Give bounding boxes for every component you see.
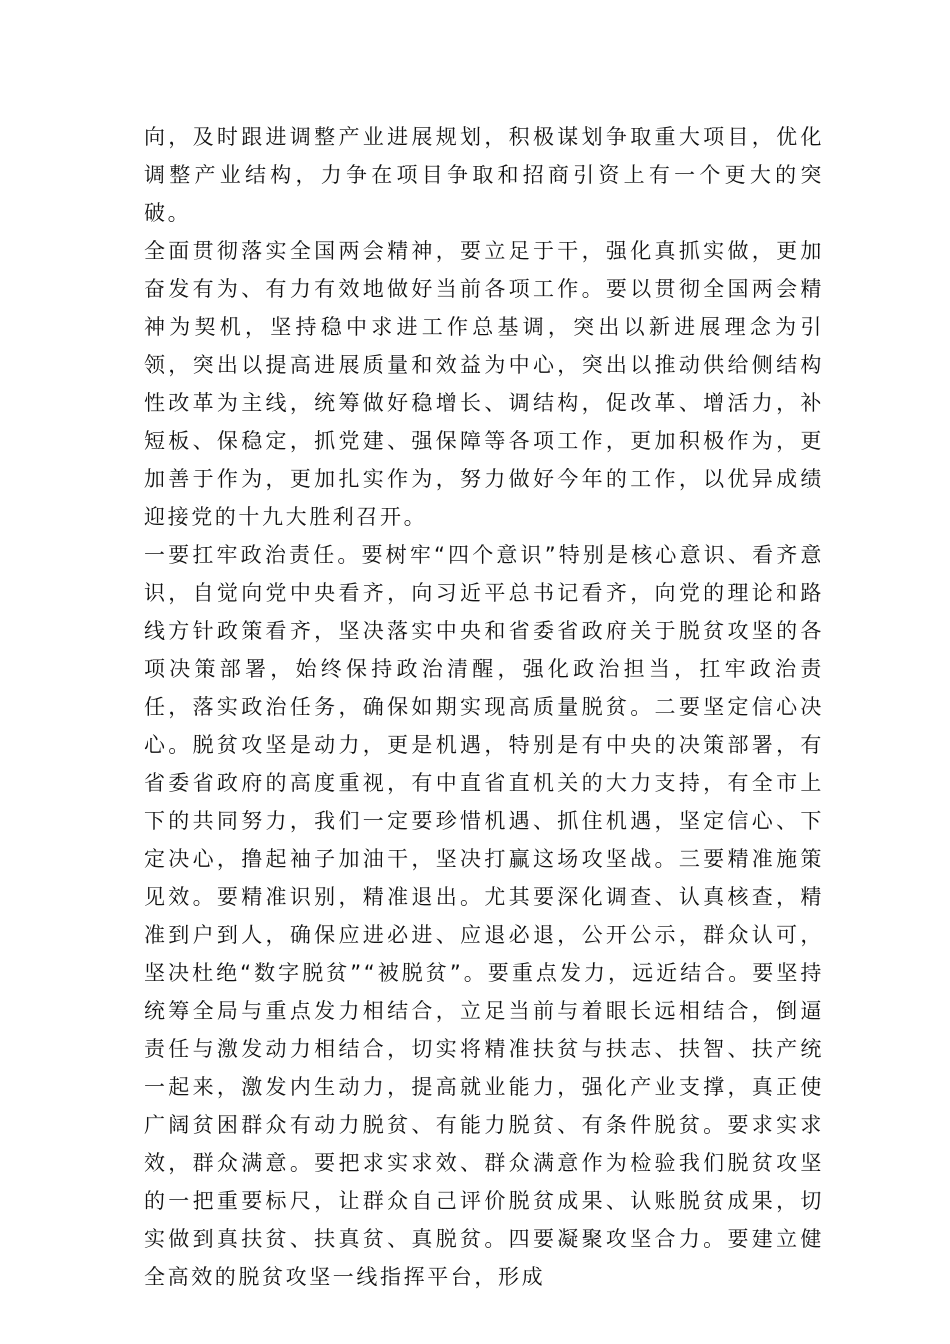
paragraph-continuation: 向，及时跟进调整产业进展规划，积极谋划争取重大项目，优化调整产业结构，力争在项目争取和招商引资上有一个更大的突破。 [144,125,824,225]
body-text [144,118,824,1296]
paragraph-two-sessions-spirit: 全面贯彻落实全国两会精神，要立足于干，强化真抓实做，更加奋发有为、有力有效地做好当前各项工作。要以贯彻全国两会精神为契机，坚持稳中求进工作总基调，突出以新进展理念为引领，突出以提高进展质量和效益为中心，突出以推动供给侧结构性改革为主线，统筹做好稳增长、调结构，促改革、增活力，补短板、保稳定，抓党建、强保障等各项工作，更加积极作为，更加善于作为，更加扎实作为，努力做好今年的工作，以优异成绩迎接党的十九大胜利召开。 [144,239,824,529]
paragraph-poverty-alleviation: 一要扛牢政治责任。要树牢“四个意识”特别是核心意识、看齐意识，自觉向党中央看齐，向习近平总书记看齐，向党的理论和路线方针政策看齐，坚决落实中央和省委省政府关于脱贫攻坚的各项决策部署，始终保持政治清醒，强化政治担当，扛牢政治责任，落实政治任务，确保如期实现高质量脱贫。二要坚定信心决心。脱贫攻坚是动力，更是机遇，特别是有中央的决策部署，有省委省政府的高度重视，有中直省直机关的大力支持，有全市上下的共同努力，我们一定要珍惜机遇、抓住机遇，坚定信心、下定决心，撸起袖子加油干，坚决打赢这场攻坚战。三要精准施策见效。要精准识别，精准退出。尤其要深化调查、认真核查，精准到户到人，确保应进必进、应退必退，公开公示，群众认可，坚决杜绝“数字脱贫”“被脱贫”。要重点发力，远近结合。要坚持统筹全局与重点发力相结合，立足当前与着眼长远相结合，倒逼责任与激发动力相结合，切实将精准扶贫与扶志、扶智、扶产统一起来，激发内生动力，提高就业能力，强化产业支撑，真正使广阔贫困群众有动力脱贫、有能力脱贫、有条件脱贫。要求实求效，群众满意。要把求实求效、群众满意作为检验我们脱贫攻坚的一把重要标尺，让群众自己评价脱贫成果、认账脱贫成果，切实做到真扶贫、扶真贫、真脱贫。四要凝聚攻坚合力。要建立健全高效的脱贫攻坚一线指挥平台，形成 [144,543,824,1289]
